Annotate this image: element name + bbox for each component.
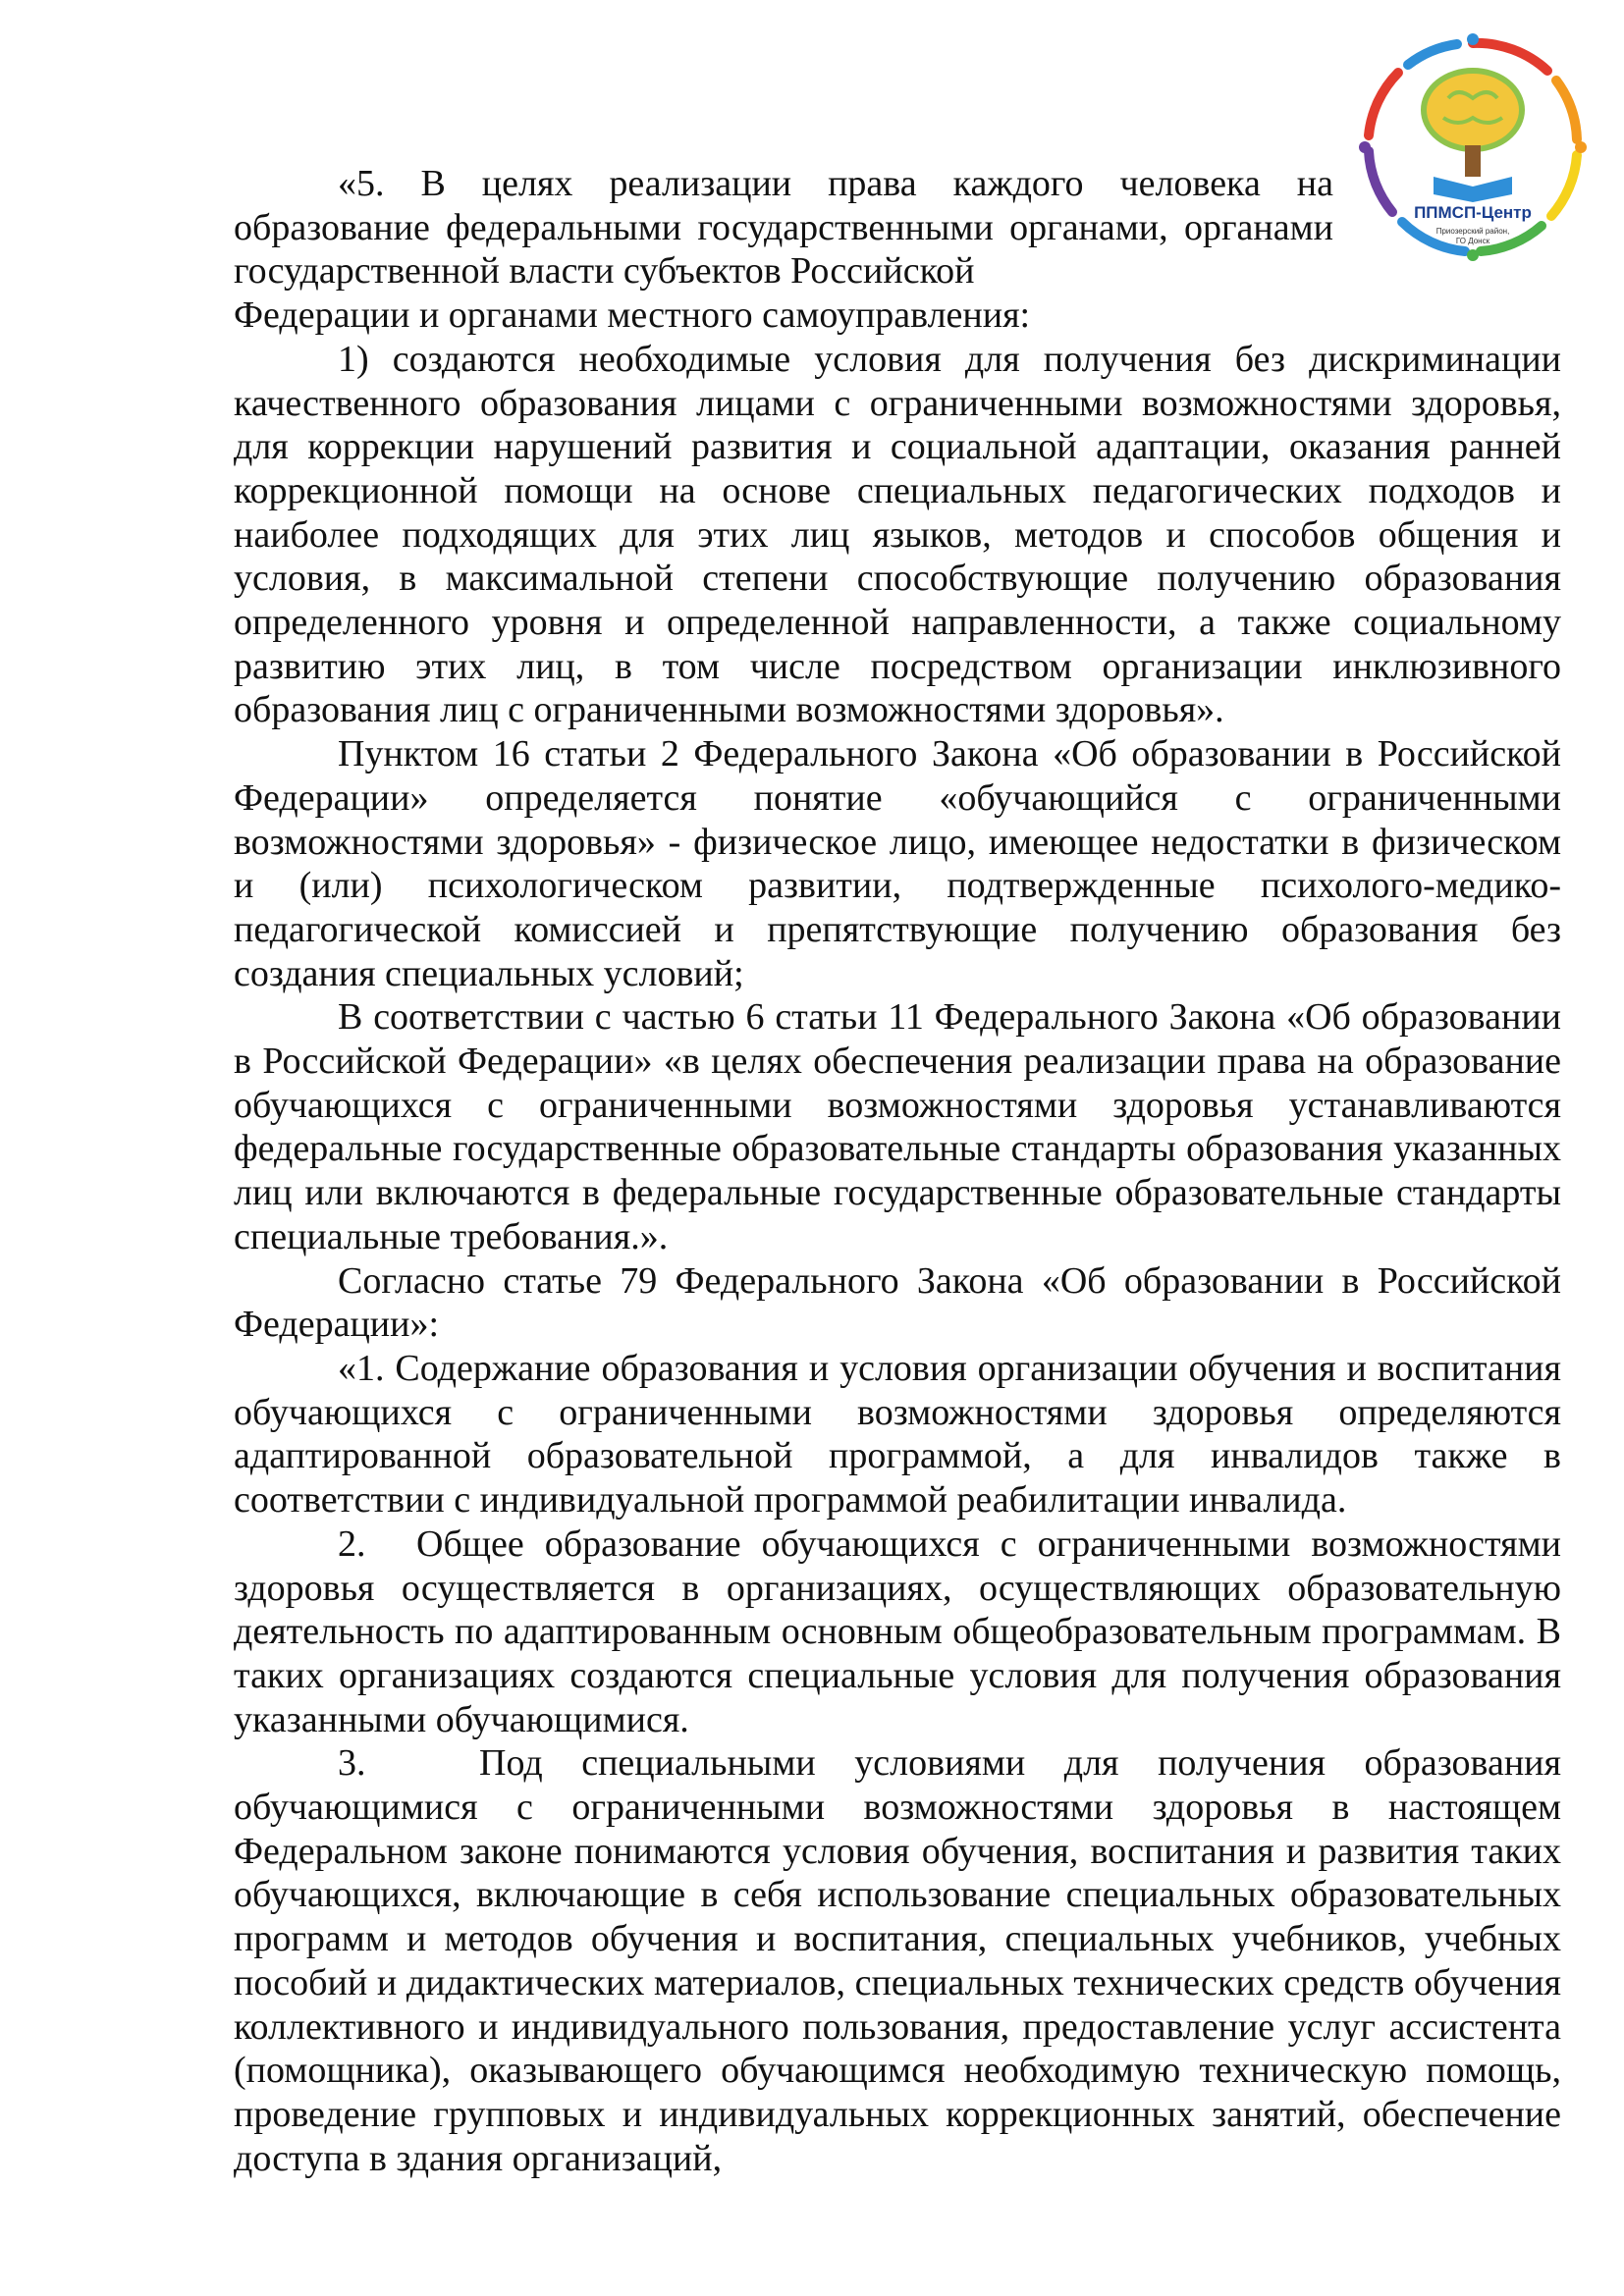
svg-text:ГО Донск: ГО Донск [1455,237,1490,245]
item-text: Под специальными условиями для получения образования обучающимися с ограниченными возможностями здоровья в настоящем Федеральном законе понимаются условия обучения, воспитания и развития таких обучающихся, включающие в себя использование специальных образовательных программ и методов обучения и воспитания, специальных учебников, учебных пособий и дидактических материалов, специальных технических средств обучения коллективного и индивидуального пользования, предоставление услуг ассистента (помощника), оказывающего обучающимся необходимую техническую помощь, проведение групповых и индивидуальных коррекционных занятий, обеспечение доступа в здания организаций, [234,1742,1561,2179]
numbered-paragraph [234,1741,1561,2180]
document-body [234,162,1561,2180]
paragraph: «1. Содержание образования и условия организации обучения и воспитания обучающихся с ограниченными возможностями здоровья определяются адаптированной образовательной программой, а для инвалидов также в соответствии с индивидуальной программой реабилитации инвалида. [234,1347,1561,1522]
paragraph: «5. В целях реализации права каждого человека на образование федеральными государственными органами, органами государственной власти субъектов Российской [234,163,1333,293]
paragraph: В соответствии с частью 6 статьи 11 Федерального Закона «Об образовании в Российской Федерации» «в целях обеспечения реализации права на образование обучающихся с ограниченными возможностями здоровья устанавливаются федеральные государственные образовательные стандарты образования указанных лиц или включаются в федеральные государственные образовательные стандарты специальные требования.». [234,996,1561,1257]
item-text: Общее образование обучающихся с ограниченными возможностями здоровья осуществляется в организациях, осуществляющих образовательную деятельность по адаптированным основным общеобразовательным программам. В таких организациях создаются специальные условия для получения образования указанными обучающимися. [234,1522,1561,1740]
svg-text:Приозерский район,: Приозерский район, [1435,227,1510,236]
paragraph: Федерации и органами местного самоуправления: [234,294,1031,337]
paragraph: Согласно статье 79 Федерального Закона «Об образовании в Российской Федерации»: [234,1259,1561,1346]
paragraph: Пунктом 16 статьи 2 Федерального Закона «Об образовании в Российской Федерации» определяется понятие «обучающийся с ограниченными возможностями здоровья» - физическое лицо, имеющее недостатки в физическом и (или) психологическом развитии, подтвержденные психолого-медико-педагогической комиссией и препятствующие получению образования без создания специальных условий; [234,733,1561,994]
svg-text:ППМСП-Центр: ППМСП-Центр [1414,203,1532,222]
paragraph: 1) создаются необходимые условия для получения без дискриминации качественного образования лицами с ограниченными возможностями здоровья, для коррекции нарушений развития и социальной адаптации, оказания ранней коррекционной помощи на основе специальных педагогических подходов и наиболее подходящих для этих лиц языков, методов и способов общения и условия, в максимальной степени способствующие получению образования определенного уровня и определенной направленности, а также социальному развитию этих лиц, в том числе посредством организации инклюзивного образования лиц с ограниченными возможностями здоровья». [234,338,1561,731]
item-number: 2. [338,1522,366,1565]
item-number: 3. [338,1742,366,1785]
numbered-paragraph [234,1522,1561,1742]
